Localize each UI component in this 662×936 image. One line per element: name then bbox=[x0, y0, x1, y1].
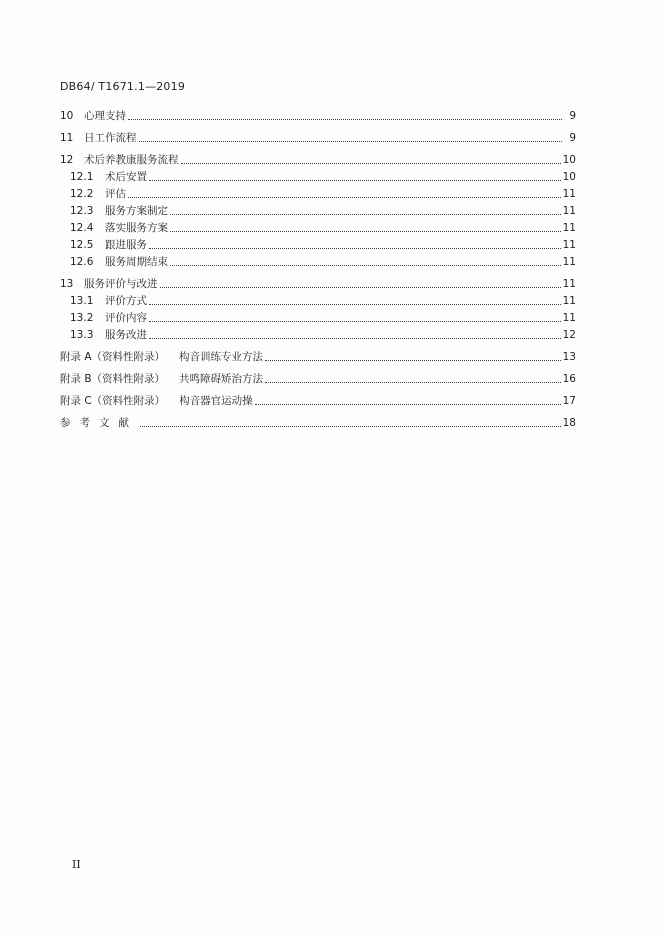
toc-entry-page: 10 bbox=[562, 154, 576, 166]
toc-entry-number: 12.5 bbox=[70, 239, 94, 251]
toc-entry-page: 18 bbox=[562, 417, 576, 429]
dot-leader bbox=[149, 338, 561, 339]
toc-entry-page: 11 bbox=[562, 222, 576, 234]
toc-section-entry[interactable] bbox=[60, 291, 576, 308]
toc-entry-number: 13.3 bbox=[70, 329, 94, 341]
toc-entry-page: 11 bbox=[562, 295, 576, 307]
toc-entry-title: 日工作流程 bbox=[84, 132, 137, 144]
dot-leader bbox=[139, 141, 563, 142]
toc-section-entry[interactable] bbox=[60, 184, 576, 201]
toc-entry-number: 12.3 bbox=[70, 205, 94, 217]
document-id-header: DB64/ T1671.1—2019 bbox=[60, 80, 186, 93]
toc-entry-page: 10 bbox=[562, 171, 576, 183]
dot-leader bbox=[149, 321, 561, 322]
dot-leader bbox=[170, 231, 561, 232]
toc-entry-number: 12 bbox=[60, 154, 74, 166]
dot-leader bbox=[265, 382, 561, 383]
toc-entry-title: 服务评价与改进 bbox=[84, 278, 158, 290]
toc-entry-title: 心理支持 bbox=[84, 110, 126, 122]
toc-entry-title: 术后安置 bbox=[105, 171, 147, 183]
toc-entry-title: 评价方式 bbox=[105, 295, 147, 307]
table-of-contents bbox=[60, 106, 576, 430]
dot-leader bbox=[128, 197, 561, 198]
toc-entry-title: 构音器官运动操 bbox=[179, 395, 253, 407]
toc-section-entry[interactable] bbox=[60, 218, 576, 235]
dot-leader bbox=[160, 287, 561, 288]
dot-leader bbox=[149, 248, 561, 249]
toc-entry-number: 附录 B（资料性附录） bbox=[60, 373, 166, 385]
toc-entry-title: 构音训练专业方法 bbox=[179, 351, 264, 363]
toc-references-entry[interactable] bbox=[60, 413, 576, 430]
toc-entry-page: 9 bbox=[569, 110, 576, 122]
dot-leader bbox=[128, 119, 562, 120]
dot-leader bbox=[170, 265, 561, 266]
toc-section-entry[interactable] bbox=[60, 252, 576, 269]
toc-entry-title: 评估 bbox=[105, 188, 126, 200]
toc-entry-title: 服务方案制定 bbox=[105, 205, 168, 217]
toc-entry-page: 11 bbox=[562, 312, 576, 324]
toc-entry-number: 13.1 bbox=[70, 295, 94, 307]
dot-leader bbox=[149, 180, 561, 181]
dot-leader bbox=[265, 360, 561, 361]
toc-chapter-entry[interactable] bbox=[60, 128, 576, 145]
toc-entry-title: 参考文献 bbox=[60, 417, 138, 429]
toc-entry-number: 10 bbox=[60, 110, 74, 122]
toc-appendix-entry[interactable] bbox=[60, 369, 576, 386]
page-number: II bbox=[72, 858, 81, 871]
toc-section-entry[interactable] bbox=[60, 308, 576, 325]
toc-entry-page: 13 bbox=[562, 351, 576, 363]
toc-entry-page: 11 bbox=[562, 278, 576, 290]
toc-entry-page: 11 bbox=[562, 205, 576, 217]
toc-entry-page: 11 bbox=[562, 239, 576, 251]
toc-appendix-entry[interactable] bbox=[60, 347, 576, 364]
toc-section-entry[interactable] bbox=[60, 201, 576, 218]
toc-entry-page: 11 bbox=[562, 188, 576, 200]
toc-entry-title: 跟进服务 bbox=[105, 239, 147, 251]
toc-entry-page: 11 bbox=[562, 256, 576, 268]
toc-entry-number: 13.2 bbox=[70, 312, 94, 324]
toc-chapter-entry[interactable] bbox=[60, 274, 576, 291]
toc-entry-title: 落实服务方案 bbox=[105, 222, 168, 234]
toc-entry-number: 12.6 bbox=[70, 256, 94, 268]
toc-entry-number: 13 bbox=[60, 278, 74, 290]
toc-section-entry[interactable] bbox=[60, 325, 576, 342]
toc-appendix-entry[interactable] bbox=[60, 391, 576, 408]
toc-chapter-entry[interactable] bbox=[60, 106, 576, 123]
toc-entry-title: 服务周期结束 bbox=[105, 256, 168, 268]
toc-entry-number: 附录 C（资料性附录） bbox=[60, 395, 166, 407]
toc-entry-number: 12.2 bbox=[70, 188, 94, 200]
toc-entry-number: 附录 A（资料性附录） bbox=[60, 351, 166, 363]
toc-entry-title: 术后养教康服务流程 bbox=[84, 154, 179, 166]
toc-entry-number: 12.4 bbox=[70, 222, 94, 234]
dot-leader bbox=[170, 214, 561, 215]
toc-entry-page: 9 bbox=[569, 132, 576, 144]
dot-leader bbox=[149, 304, 561, 305]
toc-section-entry[interactable] bbox=[60, 167, 576, 184]
toc-entry-page: 17 bbox=[562, 395, 576, 407]
toc-entry-page: 12 bbox=[562, 329, 576, 341]
dot-leader bbox=[181, 163, 561, 164]
toc-chapter-entry[interactable] bbox=[60, 150, 576, 167]
toc-entry-title: 评价内容 bbox=[105, 312, 147, 324]
toc-entry-number: 11 bbox=[60, 132, 74, 144]
dot-leader bbox=[140, 426, 561, 427]
toc-entry-title: 服务改进 bbox=[105, 329, 147, 341]
toc-entry-title: 共鸣障碍矫治方法 bbox=[179, 373, 264, 385]
dot-leader bbox=[255, 404, 561, 405]
toc-entry-number: 12.1 bbox=[70, 171, 94, 183]
toc-entry-page: 16 bbox=[562, 373, 576, 385]
toc-section-entry[interactable] bbox=[60, 235, 576, 252]
